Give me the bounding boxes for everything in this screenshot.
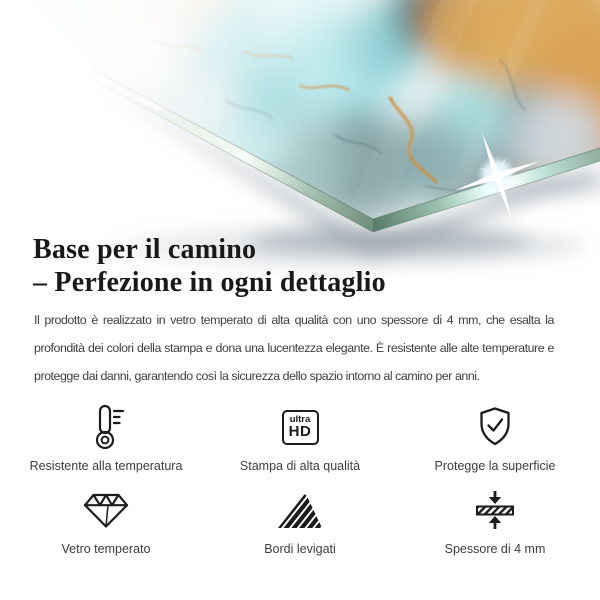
ultra-hd-badge-top: ultra <box>289 414 311 425</box>
ultra-hd-badge-bottom: HD <box>288 423 312 440</box>
feature-label: Protegge la superficie <box>434 459 556 473</box>
feature-label: Resistente alla temperatura <box>29 459 183 473</box>
polished-edges-icon <box>276 485 324 535</box>
feature-label: Spessore di 4 mm <box>444 542 546 556</box>
feature-print-quality <box>200 402 400 474</box>
feature-label: Bordi levigati <box>264 542 336 556</box>
product-description: Il prodotto è realizzato in vetro temperato di alta qualità con uno spessore di 4 mm, che esalta la profondità dei colori della stampa e dona una lucentezza elegante. È resistente alle alte temperature e protegge dai danni, garantendo così la sicurezza dello spazio intorno al camino per anni. <box>34 313 554 383</box>
page-title-line2: – Perfezione in ogni dettaglio <box>33 267 386 298</box>
feature-temperature-resistant <box>6 402 206 474</box>
thermometer-icon <box>84 402 128 452</box>
feature-tempered-glass <box>6 485 206 557</box>
feature-surface-protection <box>395 402 595 474</box>
feature-polished-edges <box>200 485 400 557</box>
feature-label: Vetro temperato <box>61 542 151 556</box>
diamond-icon <box>83 485 129 535</box>
feature-thickness <box>395 485 595 557</box>
page-title <box>33 233 386 299</box>
ultra-hd-icon <box>282 402 319 452</box>
feature-label: Stampa di alta qualità <box>239 459 361 473</box>
thickness-compression-icon <box>472 485 518 535</box>
shield-check-icon <box>475 402 515 452</box>
page-title-line1: Base per il camino <box>33 234 257 265</box>
